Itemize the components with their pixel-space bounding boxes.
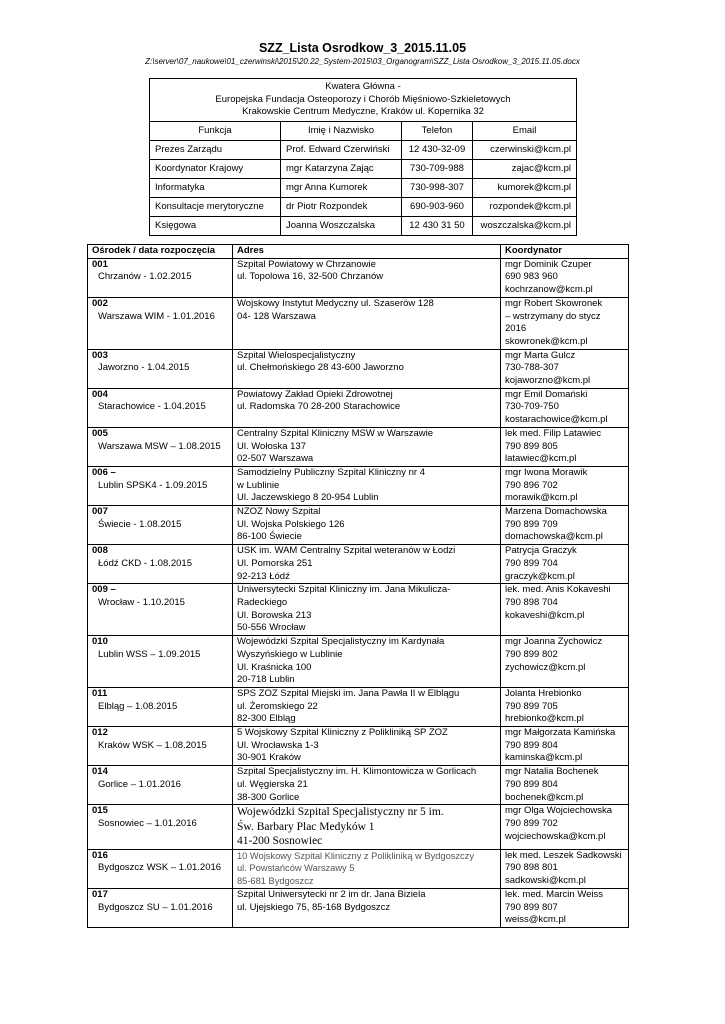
centre-code: 002 bbox=[92, 297, 108, 309]
headquarters-name: mgr Anna Kumorek bbox=[281, 178, 402, 197]
centre-row bbox=[88, 466, 629, 505]
centre-row bbox=[88, 258, 629, 297]
coordinator-line: Marzena Domachowska bbox=[505, 506, 607, 518]
address-line: ul. Topolowa 16, 32-500 Chrzanów bbox=[237, 271, 384, 283]
centre-city-date: Sosnowiec – 1.01.2016 bbox=[98, 817, 197, 829]
centre-cell bbox=[88, 349, 233, 388]
centre-code: 017 bbox=[92, 888, 108, 900]
coordinator-line: domachowska@kcm.pl bbox=[505, 531, 603, 543]
centre-city-date: Gorlice – 1.01.2016 bbox=[98, 778, 181, 790]
coordinator-cell bbox=[501, 388, 629, 427]
centre-row bbox=[88, 297, 629, 349]
headquarters-role: Prezes Zarządu bbox=[150, 140, 281, 159]
coordinator-cell bbox=[501, 636, 629, 688]
coordinator-cell bbox=[501, 766, 629, 805]
coordinator-cell bbox=[501, 584, 629, 636]
centre-city-date: Wrocław - 1.10.2015 bbox=[98, 596, 185, 608]
coordinator-line: wojciechowska@kcm.pl bbox=[505, 830, 606, 842]
centre-city-date: Bydgoszcz SU – 1.01.2016 bbox=[98, 901, 213, 913]
centre-cell bbox=[88, 388, 233, 427]
coordinator-line: 790 899 802 bbox=[505, 648, 558, 660]
centre-city-date: Chrzanów - 1.02.2015 bbox=[98, 271, 192, 283]
centre-row bbox=[88, 727, 629, 766]
address-cell bbox=[233, 258, 501, 297]
address-line: Szpital Specjalistyczny im. H. Klimontowicza w Gorlicach bbox=[237, 766, 477, 778]
coordinator-line: kostarachowice@kcm.pl bbox=[505, 414, 608, 426]
centre-code: 011 bbox=[92, 687, 108, 699]
centre-row bbox=[88, 687, 629, 726]
address-line: Wojskowy Instytut Medyczny ul. Szaserów 128 bbox=[237, 297, 434, 309]
address-line: ul. Radomska 70 28-200 Starachowice bbox=[237, 401, 401, 413]
address-cell bbox=[233, 687, 501, 726]
address-line: 04- 128 Warszawa bbox=[237, 310, 316, 322]
centre-row bbox=[88, 506, 629, 545]
headquarters-line-3: Krakowskie Centrum Medyczne, Kraków ul. Kopernika 32 bbox=[242, 106, 484, 117]
coordinator-line: mgr Olga Wojciechowska bbox=[505, 805, 613, 817]
headquarters-phone: 730-709-988 bbox=[402, 159, 473, 178]
centre-row bbox=[88, 805, 629, 850]
address-cell bbox=[233, 766, 501, 805]
centre-row bbox=[88, 766, 629, 805]
address-line: 10 Wojskowy Szpital Kliniczny z Polikliniką w Bydgoszczy bbox=[237, 850, 474, 861]
coordinator-line: kokaveshi@kcm.pl bbox=[505, 609, 585, 621]
coordinator-line: kojaworzno@kcm.pl bbox=[505, 375, 591, 387]
headquarters-email: czerwinski@kcm.pl bbox=[473, 140, 577, 159]
address-line: 85-681 Bydgoszcz bbox=[237, 876, 314, 887]
coordinator-line: graczyk@kcm.pl bbox=[505, 570, 575, 582]
coordinator-line: mgr Joanna Zychowicz bbox=[505, 636, 603, 648]
centres-rows bbox=[88, 258, 629, 927]
coordinator-line: zychowicz@kcm.pl bbox=[505, 661, 586, 673]
address-line: 41-200 Sosnowiec bbox=[237, 835, 323, 848]
address-cell bbox=[233, 849, 501, 888]
centre-cell bbox=[88, 727, 233, 766]
address-cell bbox=[233, 888, 501, 927]
coordinator-line: 730-709-750 bbox=[505, 401, 559, 413]
headquarters-name: dr Piotr Rozpondek bbox=[281, 197, 402, 216]
address-cell bbox=[233, 349, 501, 388]
coordinator-cell bbox=[501, 466, 629, 505]
headquarters-phone: 690-903-960 bbox=[402, 197, 473, 216]
coordinator-line: latawiec@kcm.pl bbox=[505, 453, 577, 465]
headquarters-row bbox=[150, 197, 577, 216]
headquarters-phone: 12 430 31 50 bbox=[402, 216, 473, 235]
centre-code: 007 bbox=[92, 506, 108, 518]
address-line: 5 Wojskowy Szpital Kliniczny z Polikliniką SP ZOZ bbox=[237, 727, 448, 739]
centre-code: 001 bbox=[92, 258, 108, 270]
coordinator-line: weiss@kcm.pl bbox=[505, 914, 566, 926]
address-line: 30-901 Kraków bbox=[237, 752, 301, 764]
address-line: USK im. WAM Centralny Szpital weteranów w Łodzi bbox=[237, 545, 456, 557]
column-header-email: Email bbox=[473, 121, 577, 140]
centre-row bbox=[88, 584, 629, 636]
address-line: Szpital Powiatowy w Chrzanowie bbox=[237, 258, 376, 270]
centre-cell bbox=[88, 888, 233, 927]
address-line: ul. Powstańców Warszawy 5 bbox=[237, 863, 355, 874]
centre-row bbox=[88, 427, 629, 466]
coordinator-cell bbox=[501, 805, 629, 850]
address-cell bbox=[233, 506, 501, 545]
address-line: Szpital Uniwersytecki nr 2 im dr. Jana Biziela bbox=[237, 888, 426, 900]
headquarters-table bbox=[149, 78, 577, 236]
centre-cell bbox=[88, 427, 233, 466]
headquarters-line-1: Kwatera Główna - bbox=[325, 81, 401, 92]
address-cell bbox=[233, 466, 501, 505]
centre-code: 012 bbox=[92, 727, 108, 739]
centre-code: 005 bbox=[92, 427, 108, 439]
centre-code: 003 bbox=[92, 349, 108, 361]
coordinator-line: 790 899 807 bbox=[505, 901, 558, 913]
centre-cell bbox=[88, 636, 233, 688]
address-line: Szpital Wielospecjalistyczny bbox=[237, 349, 356, 361]
coordinator-line: mgr Emil Domański bbox=[505, 388, 588, 400]
centre-city-date: Jaworzno - 1.04.2015 bbox=[98, 362, 190, 374]
address-cell bbox=[233, 388, 501, 427]
centre-city-date: Kraków WSK – 1.08.2015 bbox=[98, 739, 207, 751]
address-line: Wojewódzki Szpital Specjalistyczny nr 5 im. bbox=[237, 806, 444, 819]
headquarters-rows bbox=[150, 140, 577, 235]
address-line: 86-100 Świecie bbox=[237, 531, 302, 543]
coordinator-cell bbox=[501, 349, 629, 388]
coordinator-line: 790 899 709 bbox=[505, 518, 558, 530]
headquarters-row bbox=[150, 178, 577, 197]
centre-cell bbox=[88, 687, 233, 726]
address-line: NZOZ Nowy Szpital bbox=[237, 506, 321, 518]
centre-code: 016 bbox=[92, 849, 108, 861]
headquarters-column-headers bbox=[150, 121, 577, 140]
headquarters-info bbox=[150, 79, 577, 122]
headquarters-phone: 12 430-32-09 bbox=[402, 140, 473, 159]
centre-row bbox=[88, 849, 629, 888]
coordinator-line: lek med. Filip Latawiec bbox=[505, 427, 602, 439]
address-line: Wyszyńskiego w Lublinie bbox=[237, 648, 343, 660]
address-line: ul. Ujejskiego 75, 85-168 Bydgoszcz bbox=[237, 901, 391, 913]
centre-row bbox=[88, 888, 629, 927]
coordinator-line: Jolanta Hrebionko bbox=[505, 687, 582, 699]
address-line: Ul. Wojska Polskiego 126 bbox=[237, 518, 345, 530]
address-line: Ul. Wołoska 137 bbox=[237, 440, 306, 452]
address-line: Wojewódzki Szpital Specjalistyczny im Kardynała bbox=[237, 636, 445, 648]
headquarters-email: zajac@kcm.pl bbox=[473, 159, 577, 178]
coordinator-line: 730-788-307 bbox=[505, 362, 559, 374]
headquarters-row bbox=[150, 216, 577, 235]
address-line: Św. Barbary Plac Medyków 1 bbox=[237, 820, 375, 833]
centre-city-date: Warszawa WIM - 1.01.2016 bbox=[98, 310, 215, 322]
headquarters-role: Konsultacje merytoryczne bbox=[150, 197, 281, 216]
address-line: 82-300 Elbląg bbox=[237, 713, 296, 725]
centre-city-date: Elbląg – 1.08.2015 bbox=[98, 700, 178, 712]
coordinator-cell bbox=[501, 258, 629, 297]
centre-city-date: Łódź CKD - 1.08.2015 bbox=[98, 557, 193, 569]
coordinator-line: 790 899 804 bbox=[505, 778, 558, 790]
coordinator-line: 690 983 960 bbox=[505, 271, 558, 283]
coordinator-line: 790 898 801 bbox=[505, 862, 558, 874]
coordinator-line: 790 899 704 bbox=[505, 557, 558, 569]
centre-cell bbox=[88, 584, 233, 636]
headquarters-email: kumorek@kcm.pl bbox=[473, 178, 577, 197]
headquarters-row bbox=[150, 159, 577, 178]
centres-column-headers bbox=[88, 245, 629, 259]
address-line: 02-507 Warszawa bbox=[237, 453, 314, 465]
address-cell bbox=[233, 297, 501, 349]
centre-city-date: Bydgoszcz WSK – 1.01.2016 bbox=[98, 862, 222, 874]
address-line: Uniwersytecki Szpital Kliniczny im. Jana Mikulicza- bbox=[237, 584, 451, 596]
address-line: Ul. Kraśnicka 100 bbox=[237, 661, 312, 673]
address-line: Ul. Wrocławska 1-3 bbox=[237, 739, 319, 751]
coordinator-cell bbox=[501, 297, 629, 349]
document-title: SZZ_Lista Osrodkow_3_2015.11.05 bbox=[258, 41, 467, 55]
coordinator-line: Patrycja Graczyk bbox=[505, 545, 577, 557]
column-header-name: Imię i Nazwisko bbox=[281, 121, 402, 140]
address-cell bbox=[233, 727, 501, 766]
headquarters-role: Informatyka bbox=[150, 178, 281, 197]
address-line: Radeckiego bbox=[237, 596, 288, 608]
headquarters-email: rozpondek@kcm.pl bbox=[473, 197, 577, 216]
coordinator-cell bbox=[501, 506, 629, 545]
centre-code: 008 bbox=[92, 545, 108, 557]
headquarters-email: woszczalska@kcm.pl bbox=[473, 216, 577, 235]
coordinator-line: kaminska@kcm.pl bbox=[505, 752, 583, 764]
address-line: Ul. Borowska 213 bbox=[237, 609, 312, 621]
coordinator-line: skowronek@kcm.pl bbox=[505, 335, 588, 347]
column-header-address: Adres bbox=[233, 245, 501, 259]
coordinator-line: 790 899 702 bbox=[505, 817, 558, 829]
centre-city-date: Lublin SPSK4 - 1.09.2015 bbox=[98, 479, 208, 491]
centre-city-date: Starachowice - 1.04.2015 bbox=[98, 401, 206, 413]
coordinator-cell bbox=[501, 849, 629, 888]
coordinator-line: sadkowski@kcm.pl bbox=[505, 875, 586, 887]
headquarters-role: Księgowa bbox=[150, 216, 281, 235]
headquarters-line-2: Europejska Fundacja Osteoporozy i Chorób Mięśniowo-Szkieletowych bbox=[215, 93, 511, 105]
address-line: 92-213 Łódź bbox=[237, 570, 290, 582]
centre-cell bbox=[88, 466, 233, 505]
centre-cell bbox=[88, 805, 233, 850]
coordinator-line: kochrzanow@kcm.pl bbox=[505, 284, 593, 296]
address-line: ul. Żeromskiego 22 bbox=[237, 700, 318, 712]
address-cell bbox=[233, 584, 501, 636]
coordinator-line: bochenek@kcm.pl bbox=[505, 791, 584, 803]
address-line: 20-718 Lublin bbox=[237, 674, 295, 686]
coordinator-line: mgr Natalia Bochenek bbox=[505, 766, 599, 778]
centre-row bbox=[88, 388, 629, 427]
coordinator-line: mgr Małgorzata Kamińska bbox=[505, 727, 616, 739]
address-line: Samodzielny Publiczny Szpital Kliniczny nr 4 bbox=[237, 466, 425, 478]
centre-cell bbox=[88, 849, 233, 888]
centre-cell bbox=[88, 766, 233, 805]
address-line: w Lublinie bbox=[237, 479, 280, 491]
coordinator-line: 790 896 702 bbox=[505, 479, 558, 491]
coordinator-line: mgr Marta Gulcz bbox=[505, 349, 576, 361]
address-line: SPS ZOZ Szpital Miejski im. Jana Pawła II w Elblągu bbox=[237, 687, 460, 699]
address-line: Ul. Pomorska 251 bbox=[237, 557, 313, 569]
coordinator-line: mgr Iwona Morawik bbox=[505, 466, 588, 478]
headquarters-name: Prof. Edward Czerwiński bbox=[281, 140, 402, 159]
coordinator-line: mgr Robert Skowronek bbox=[505, 297, 603, 309]
address-line: ul. Chełmońskiego 28 43-600 Jaworzno bbox=[237, 362, 404, 374]
headquarters-row bbox=[150, 140, 577, 159]
centre-cell bbox=[88, 258, 233, 297]
coordinator-line: lek. med. Marcin Weiss bbox=[505, 888, 604, 900]
headquarters-name: mgr Katarzyna Zając bbox=[281, 159, 402, 178]
centre-city-date: Świecie - 1.08.2015 bbox=[98, 518, 182, 530]
coordinator-cell bbox=[501, 545, 629, 584]
coordinator-line: 790 899 705 bbox=[505, 700, 558, 712]
column-header-phone: Telefon bbox=[402, 121, 473, 140]
headquarters-role: Koordynator Krajowy bbox=[150, 159, 281, 178]
coordinator-cell bbox=[501, 687, 629, 726]
column-header-centre: Ośrodek / data rozpoczęcia bbox=[88, 245, 233, 259]
centre-row bbox=[88, 545, 629, 584]
centre-row bbox=[88, 349, 629, 388]
coordinator-line: mgr Dominik Czuper bbox=[505, 258, 592, 270]
coordinator-line: lek med. Leszek Sadkowski bbox=[505, 849, 622, 861]
coordinator-cell bbox=[501, 888, 629, 927]
centre-code: 009 – bbox=[92, 584, 116, 596]
coordinator-line: lek. med. Anis Kokaveshi bbox=[505, 584, 611, 596]
address-line: Ul. Jaczewskiego 8 20-954 Lublin bbox=[237, 492, 379, 504]
column-header-role: Funkcja bbox=[150, 121, 281, 140]
address-line: Powiatowy Zakład Opieki Zdrowotnej bbox=[237, 388, 393, 400]
document-path: Z:\server\07_naukowe\01_czerwinski\2015\20.22_System-2015\03_Organogram\SZZ_Lista Osrodkow_3_2015.11.05.docx bbox=[145, 57, 580, 66]
coordinator-line: 790 899 805 bbox=[505, 440, 558, 452]
centre-city-date: Warszawa MSW – 1.08.2015 bbox=[98, 440, 221, 452]
centres-table bbox=[87, 244, 629, 928]
headquarters-header bbox=[150, 79, 577, 122]
centre-code: 015 bbox=[92, 805, 108, 817]
coordinator-line: 790 898 704 bbox=[505, 596, 558, 608]
headquarters-name: Joanna Woszczalska bbox=[281, 216, 402, 235]
centre-code: 006 – bbox=[92, 466, 116, 478]
centre-city-date: Lublin WSS – 1.09.2015 bbox=[98, 648, 201, 660]
coordinator-cell bbox=[501, 427, 629, 466]
address-cell bbox=[233, 545, 501, 584]
coordinator-line: hrebionko@kcm.pl bbox=[505, 713, 584, 725]
address-cell bbox=[233, 427, 501, 466]
address-line: 38-300 Gorlice bbox=[237, 791, 300, 803]
centre-cell bbox=[88, 545, 233, 584]
headquarters-phone: 730-998-307 bbox=[402, 178, 473, 197]
centre-code: 010 bbox=[92, 636, 108, 648]
column-header-coordinator: Koordynator bbox=[501, 245, 629, 259]
address-line: ul. Węgierska 21 bbox=[237, 778, 308, 790]
address-cell bbox=[233, 636, 501, 688]
coordinator-line: – wstrzymany do stycz 2016 bbox=[505, 310, 601, 335]
coordinator-cell bbox=[501, 727, 629, 766]
address-line: Centralny Szpital Kliniczny MSW w Warszawie bbox=[237, 427, 434, 439]
centre-row bbox=[88, 636, 629, 688]
coordinator-line: 790 899 804 bbox=[505, 739, 558, 751]
centre-code: 014 bbox=[92, 766, 108, 778]
coordinator-line: morawik@kcm.pl bbox=[505, 492, 578, 504]
address-line: 50-556 Wrocław bbox=[237, 622, 306, 634]
centre-code: 004 bbox=[92, 388, 108, 400]
address-cell bbox=[233, 805, 501, 850]
centre-cell bbox=[88, 297, 233, 349]
centre-cell bbox=[88, 506, 233, 545]
